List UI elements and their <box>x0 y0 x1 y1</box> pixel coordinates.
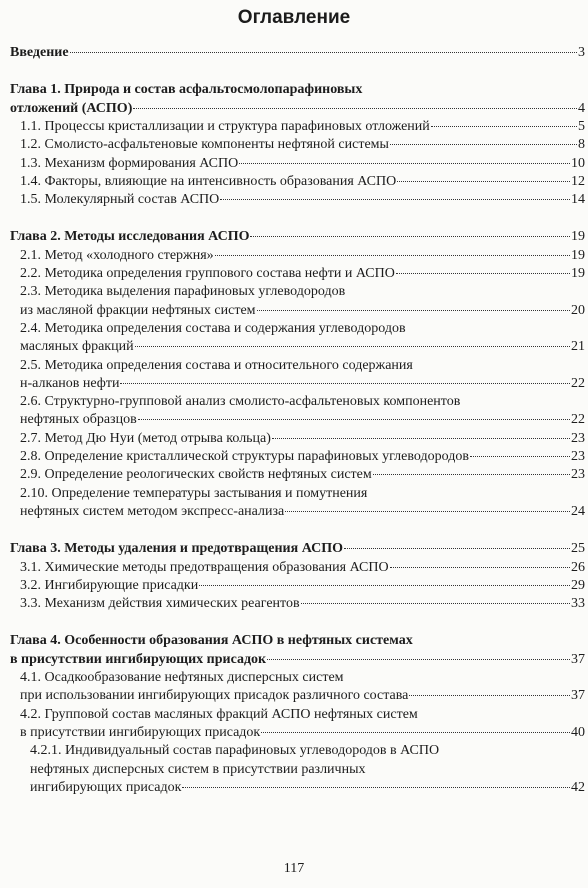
dot-leader <box>135 346 570 347</box>
dot-leader <box>239 163 570 164</box>
dot-leader <box>120 383 570 384</box>
toc-entry-title: Глава 2. Методы исследования АСПО <box>10 229 250 245</box>
toc-page-number: 14 <box>571 192 585 208</box>
toc-page-number: 29 <box>571 577 585 593</box>
toc-entry[interactable] <box>20 430 585 448</box>
toc-entry-line[interactable] <box>20 485 585 503</box>
toc-page-number: 23 <box>571 430 585 446</box>
dot-leader <box>182 787 570 788</box>
dot-leader <box>397 181 570 182</box>
toc-entry-title: 2.9. Определение реологических свойств нефтяных систем <box>20 467 372 483</box>
toc-entry[interactable] <box>20 724 585 742</box>
toc-entry[interactable] <box>30 779 585 797</box>
toc-entry-title: 2.7. Метод Дю Нуи (метод отрыва кольца) <box>20 430 271 446</box>
toc-page-number: 22 <box>571 375 585 391</box>
toc-entry-title: 2.10. Определение температуры застывания и помутнения <box>20 485 368 501</box>
dot-leader <box>220 199 570 200</box>
toc-entry-title: 4.2.1. Индивидуальный состав парафиновых углеводородов в АСПО <box>30 743 440 759</box>
toc-entry[interactable] <box>20 136 585 154</box>
toc-entry-title: 1.1. Процессы кристаллизации и структура парафиновых отложений <box>20 118 430 134</box>
toc-page-number: 10 <box>571 155 585 171</box>
toc-entry-title: 2.2. Методика определения группового состава нефти и АСПО <box>20 266 395 281</box>
toc-entry[interactable] <box>20 411 585 429</box>
toc-entry[interactable] <box>10 651 585 669</box>
toc-entry-title: 4.2. Групповой состав масляных фракций АСПО нефтяных систем <box>20 706 418 722</box>
toc-page-number: 21 <box>571 339 585 355</box>
toc-entry-line[interactable] <box>20 393 585 411</box>
dot-leader <box>272 438 570 439</box>
dot-leader <box>250 236 570 237</box>
toc-entry-line[interactable] <box>30 761 585 779</box>
toc-entry[interactable] <box>20 595 585 613</box>
toc-page-number: 37 <box>571 688 585 704</box>
toc-entry-title: Глава 4. Особенности образования АСПО в нефтяных системах <box>10 633 413 649</box>
toc-entry[interactable] <box>10 228 585 246</box>
toc-page-number: 33 <box>571 596 585 612</box>
toc-page-number: 25 <box>571 541 585 557</box>
toc-entry[interactable] <box>10 540 585 558</box>
toc-page-number: 37 <box>571 651 585 667</box>
toc-entry[interactable] <box>20 466 585 484</box>
toc-entry-title: 1.5. Молекулярный состав АСПО <box>20 192 220 208</box>
toc-entry-title: 1.3. Механизм формирования АСПО <box>20 155 239 171</box>
toc-page-number: 40 <box>571 724 585 740</box>
dot-leader <box>301 603 570 604</box>
toc-page-number: 23 <box>571 449 585 464</box>
dot-leader <box>138 419 570 420</box>
dot-leader <box>344 548 570 549</box>
toc-entry[interactable] <box>20 173 585 191</box>
toc-entry-title: ингибирующих присадок <box>30 779 182 795</box>
toc-entry-title: н-алканов нефти <box>20 375 120 391</box>
toc-entry[interactable] <box>20 448 585 466</box>
page-number: 117 <box>283 861 305 876</box>
toc-entry-line[interactable] <box>30 742 585 760</box>
toc-page-number: 20 <box>571 302 585 318</box>
toc-entry-line[interactable] <box>20 283 585 301</box>
toc-entry-title: 1.2. Смолисто-асфальтеновые компоненты нефтяной системы <box>20 137 389 153</box>
toc-entry-title: отложений (АСПО) <box>10 100 133 116</box>
toc-entry[interactable] <box>20 155 585 173</box>
toc-entry-title: Глава 1. Природа и состав асфальтосмолопарафиновых <box>10 82 363 98</box>
toc-entry-title: в присутствии ингибирующих присадок <box>20 724 261 740</box>
toc-page-number: 4 <box>578 100 585 116</box>
toc-entry[interactable] <box>20 559 585 577</box>
dot-leader <box>470 456 570 457</box>
toc-entry-title: 3.2. Ингибирующие присадки <box>20 577 199 593</box>
toc-entry-title: 4.1. Осадкообразование нефтяных дисперсных систем <box>20 670 344 685</box>
dot-leader <box>133 108 577 109</box>
dot-leader <box>215 255 570 256</box>
toc-entry[interactable] <box>20 302 585 320</box>
toc-entry-title: 2.4. Методика определения состава и содержания углеводородов <box>20 320 406 336</box>
toc-page-number: 12 <box>571 173 585 189</box>
toc-entry-line[interactable] <box>20 320 585 338</box>
dot-leader <box>70 52 577 53</box>
toc-entry-title: 2.3. Методика выделения парафиновых углеводородов <box>20 284 346 300</box>
toc-page-number: 24 <box>571 503 585 519</box>
toc-entry[interactable] <box>10 100 585 118</box>
toc-page-number: 26 <box>571 559 585 575</box>
toc-entry-title: из масляной фракции нефтяных систем <box>20 302 256 318</box>
dot-leader <box>285 511 570 512</box>
dot-leader <box>261 732 570 733</box>
toc-entry-title: нефтяных систем методом экспресс-анализа <box>20 503 285 519</box>
toc-entry-line[interactable] <box>20 669 585 687</box>
toc-entry-line[interactable] <box>20 357 585 375</box>
toc-entry-title: 2.5. Методика определения состава и относительного содержания <box>20 357 413 373</box>
toc-entry-line[interactable] <box>10 632 585 650</box>
toc-page-number: 23 <box>571 467 585 483</box>
toc-entry[interactable] <box>20 687 585 705</box>
toc-entry-title: 3.1. Химические методы предотвращения образования АСПО <box>20 559 389 575</box>
toc-entry-title: нефтяных дисперсных систем в присутствии различных <box>30 761 366 777</box>
dot-leader <box>390 144 577 145</box>
toc-entry-line[interactable] <box>20 706 585 724</box>
toc-entry-title: нефтяных образцов <box>20 412 137 428</box>
toc-entry[interactable] <box>20 191 585 209</box>
toc-entry[interactable] <box>20 577 585 595</box>
dot-leader <box>267 659 570 660</box>
toc-entry-title: 1.4. Факторы, влияющие на интенсивность образования АСПО <box>20 173 397 189</box>
toc-entry-title: в присутствии ингибирующих присадок <box>10 651 267 667</box>
toc-entry-line[interactable] <box>10 81 585 99</box>
dot-leader <box>396 273 570 274</box>
dot-leader <box>409 695 570 696</box>
toc-entry-title: 2.6. Структурно-групповой анализ смолисто-асфальтеновых компонентов <box>20 394 461 410</box>
toc-entry-title: при использовании ингибирующих присадок различного состава <box>20 688 409 704</box>
dot-leader <box>199 585 570 586</box>
toc-page-number: 19 <box>571 229 585 245</box>
toc-entry[interactable] <box>20 375 585 393</box>
toc-entry[interactable] <box>20 118 585 136</box>
page-title: Оглавление <box>237 7 351 28</box>
toc-entry[interactable] <box>20 503 585 521</box>
toc-entry-title: 2.8. Определение кристаллической структуры парафиновых углеводородов <box>20 449 469 464</box>
dot-leader <box>373 474 570 475</box>
toc-page-number: 19 <box>571 266 585 281</box>
toc-page-number: 19 <box>571 247 585 263</box>
toc-entry[interactable] <box>20 247 585 265</box>
toc-entry[interactable] <box>10 44 585 62</box>
dot-leader <box>431 126 577 127</box>
toc-entry-title: Глава 3. Методы удаления и предотвращения АСПО <box>10 541 343 557</box>
dot-leader <box>257 310 570 311</box>
toc-page-number: 22 <box>571 412 585 428</box>
toc-page-number: 42 <box>571 779 585 795</box>
toc-page-number: 3 <box>578 45 585 60</box>
toc-entry[interactable] <box>20 265 585 283</box>
toc-entry-title: 3.3. Механизм действия химических реагентов <box>20 596 300 612</box>
toc-entry[interactable] <box>20 338 585 356</box>
toc-page-number: 8 <box>578 137 585 153</box>
toc-entry-title: Введение <box>10 45 69 60</box>
toc-entry-title: масляных фракций <box>20 339 134 355</box>
dot-leader <box>390 567 570 568</box>
toc-page-number: 5 <box>578 118 585 134</box>
toc-entry-title: 2.1. Метод «холодного стержня» <box>20 247 214 263</box>
